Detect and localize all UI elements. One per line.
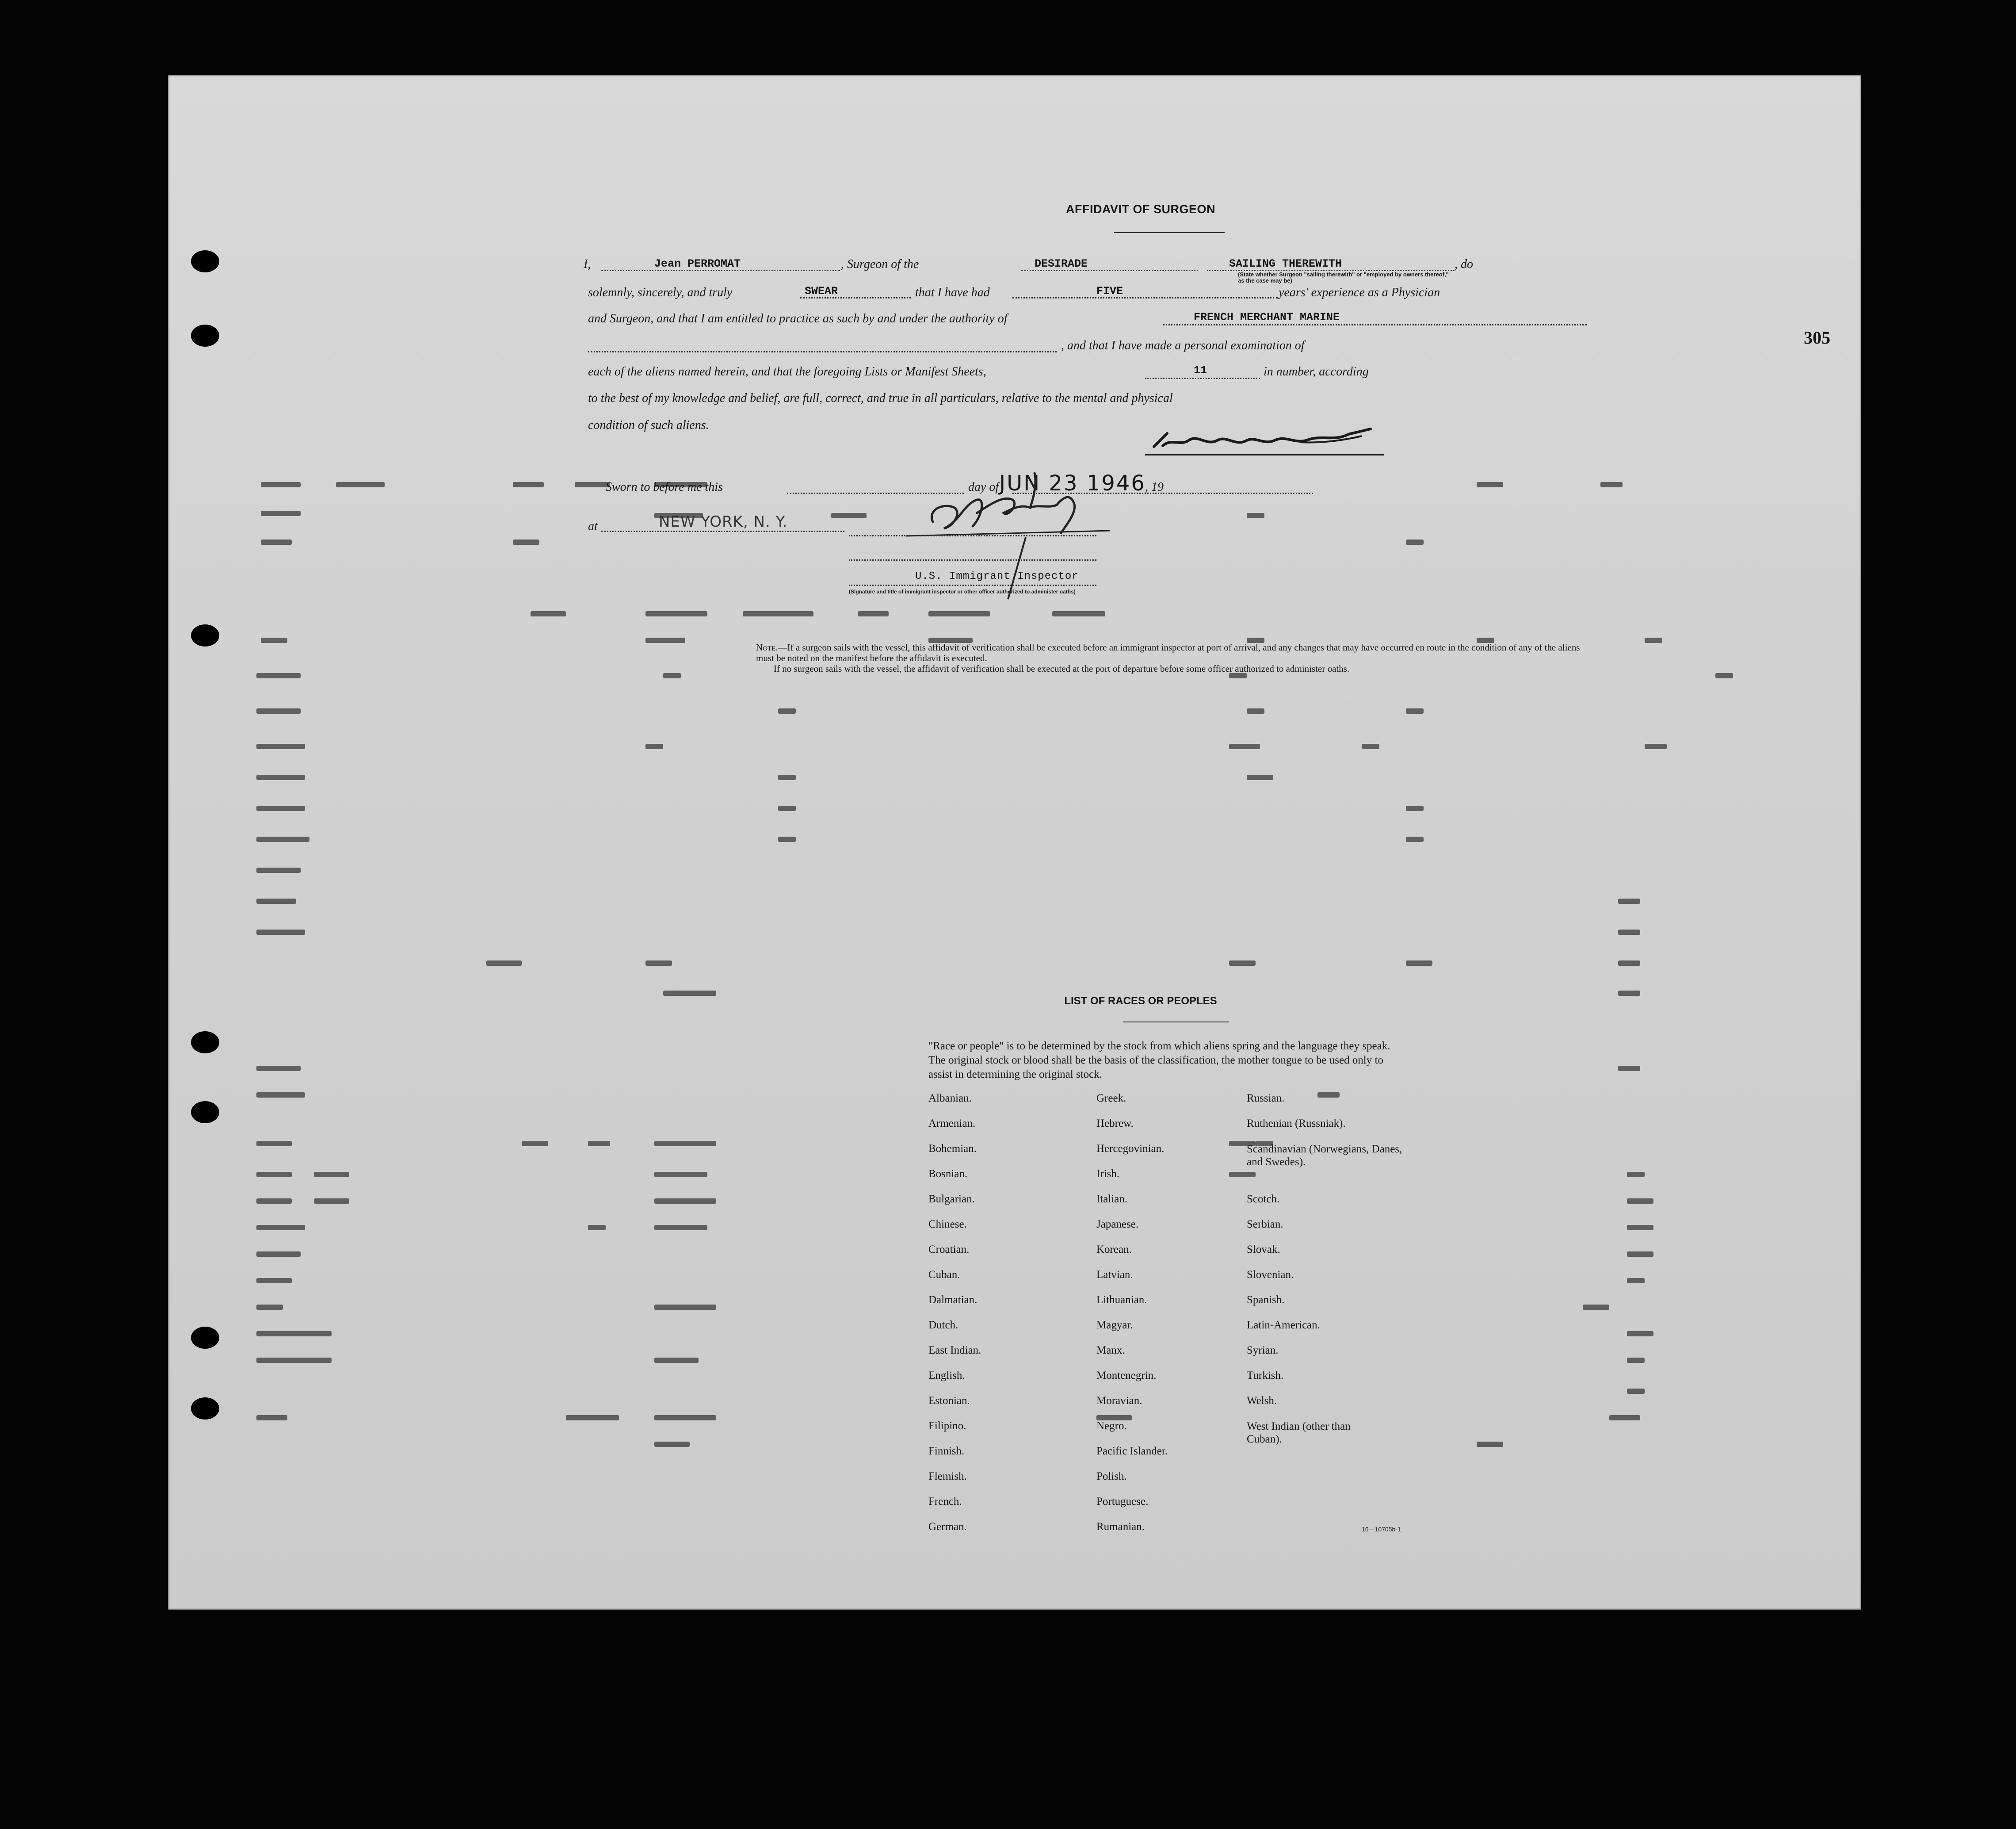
race-item: Portuguese. [1096,1496,1149,1508]
race-item: Filipino. [928,1420,966,1432]
inspector-title-line [849,585,1096,586]
line2-suffix: years' experience as a Physician [1279,286,1440,299]
authority-name: FRENCH MERCHANT MARINE [1194,311,1340,324]
race-item: Flemish. [928,1470,967,1482]
race-item: Syrian. [1247,1344,1279,1356]
line2-mid: that I have had [915,286,990,299]
punch-hole [191,250,219,272]
race-item: Negro. [1096,1420,1127,1432]
form-number: 16—10705b-1 [1362,1526,1401,1533]
years-count: FIVE [1096,285,1123,298]
race-item: Cuban. [928,1269,960,1281]
race-item: West Indian (other than Cuban). [1247,1420,1351,1445]
race-item: Bosnian. [928,1168,968,1180]
punch-hole [191,624,219,647]
race-item: Finnish. [928,1445,965,1457]
line3-prefix: and Surgeon, and that I am entitled to practice as such by and under the authority of [588,312,1008,325]
punch-hole [191,1397,219,1420]
race-item: French. [928,1496,962,1508]
race-item: East Indian. [928,1344,981,1356]
races-intro: "Race or people" is to be determined by the stock from which aliens spring and the language they speak. The original stock or blood shall be the basis of the classification, the mother tongue to be used only to assist in determining the original stock. [928,1040,1390,1080]
race-item: Turkish. [1247,1370,1284,1381]
line1-suffix: , do [1455,257,1473,271]
affidavit-title: AFFIDAVIT OF SURGEON [1066,203,1215,216]
sworn-mid: day of [968,480,999,494]
race-item: Italian. [1096,1193,1128,1205]
years-line [1012,297,1278,298]
race-item: Spanish. [1247,1294,1285,1306]
race-item: Armenian. [928,1117,976,1129]
race-item: German. [928,1521,967,1533]
sheets-line [1145,378,1260,379]
sailing-status: SAILING THEREWITH [1229,257,1342,270]
race-item: Welsh. [1247,1395,1277,1407]
affidavit-note [756,642,1587,674]
place-stamp: NEW YORK, N. Y. [659,513,788,531]
race-item: Rumanian. [1096,1521,1145,1533]
race-item: Hebrew. [1096,1117,1134,1129]
sailing-note: (State whether Surgeon "sailing therewith" or "employed by owners thereof," as the case may be) [1238,271,1449,284]
line1-mid: , Surgeon of the [841,257,919,271]
race-item: Russian. [1247,1092,1285,1104]
line5-suffix: in number, according [1264,365,1369,379]
race-item: Estonian. [928,1395,970,1407]
race-item: Manx. [1096,1344,1125,1356]
races-column-3 [1247,1092,1415,1470]
note-line1: —If a surgeon sails with the vessel, this affidavit of verification shall be executed before an immigrant inspector at port of arrival, and any changes that may have occurred en route in the condition of any of the aliens must be noted on the manifest before the affidavit is executed. [756,642,1580,663]
vessel-name: DESIRADE [1035,257,1088,270]
manifest-sheet [168,75,1861,1610]
race-item: Greek. [1096,1092,1126,1104]
authority-line [1163,324,1587,325]
line4: , and that I have made a personal examination of [1061,339,1305,352]
race-item: English. [928,1370,965,1381]
place-line [601,531,844,532]
race-item: Moravian. [1096,1395,1142,1407]
race-item: Montenegrin. [1096,1370,1157,1381]
races-title: LIST OF RACES OR PEOPLES [1064,995,1217,1007]
race-item: Irish. [1096,1168,1120,1180]
race-item: Latin-American. [1247,1319,1320,1331]
inspector-signature [902,455,1114,540]
races-column-2 [1096,1092,1168,1546]
punch-hole [191,1101,219,1123]
line6: to the best of my knowledge and belief, are full, correct, and true in all particulars, relative to the mental and physical [588,391,1173,405]
race-item: Bulgarian. [928,1193,975,1205]
line7: condition of such aliens. [588,418,709,432]
inspector-sign-line-2 [849,559,1096,561]
race-item: Magyar. [1096,1319,1133,1331]
race-item: Pacific Islander. [1096,1445,1168,1457]
oath-word: SWEAR [805,285,838,298]
race-item: Polish. [1096,1470,1127,1482]
blank-authority-line [588,351,1057,352]
punch-hole [191,325,219,347]
race-item: Japanese. [1096,1218,1139,1230]
race-item: Serbian. [1247,1218,1283,1230]
inspector-sign-line [849,535,1096,536]
races-column-1 [928,1092,981,1546]
race-item: Hercegovinian. [1096,1143,1165,1155]
sworn-prefix: Sworn to before me this [606,480,723,494]
race-item: Latvian. [1096,1269,1133,1281]
surgeon-name: Jean PERROMAT [654,257,741,270]
race-item: Ruthenian (Russniak). [1247,1117,1346,1129]
race-item: Slovak. [1247,1244,1280,1255]
line5-prefix: each of the aliens named herein, and that the foregoing Lists or Manifest Sheets, [588,365,986,379]
note-line2: If no surgeon sails with the vessel, the affidavit of verification shall be executed at the port of departure before some officer authorized to administer oaths. [774,663,1350,674]
race-item: Korean. [1096,1244,1132,1255]
race-item: Lithuanian. [1096,1294,1147,1306]
race-item: Scotch. [1247,1193,1280,1205]
punch-hole [191,1031,219,1053]
at-prefix: at [588,520,598,533]
race-item: Chinese. [928,1218,967,1230]
surgeon-signature [1141,416,1388,460]
date-stamp: JUN 23 1946 [999,471,1146,496]
sworn-suffix: , 19 [1145,480,1164,494]
page-number: 305 [1804,328,1830,348]
inspector-title: U.S. Immigrant Inspector [915,570,1079,582]
note-label: Note. [756,642,778,653]
race-item: Dalmatian. [928,1294,977,1306]
race-item: Croatian. [928,1244,970,1255]
race-item: Dutch. [928,1319,958,1331]
punch-hole [191,1327,219,1349]
sheets-count: 11 [1194,364,1207,377]
race-item: Scandinavian (Norwegians, Danes, and Swedes). [1247,1143,1402,1168]
race-item: Slovenian. [1247,1269,1294,1281]
line2-prefix: solemnly, sincerely, and truly [588,286,733,299]
title-rule [1114,232,1225,233]
race-item: Albanian. [928,1092,972,1104]
race-item: Bohemian. [928,1143,977,1155]
line1-prefix: I, [584,257,591,271]
inspector-caption: (Signature and title of immigrant inspector or other officer authorized to administer oaths) [849,589,1076,595]
